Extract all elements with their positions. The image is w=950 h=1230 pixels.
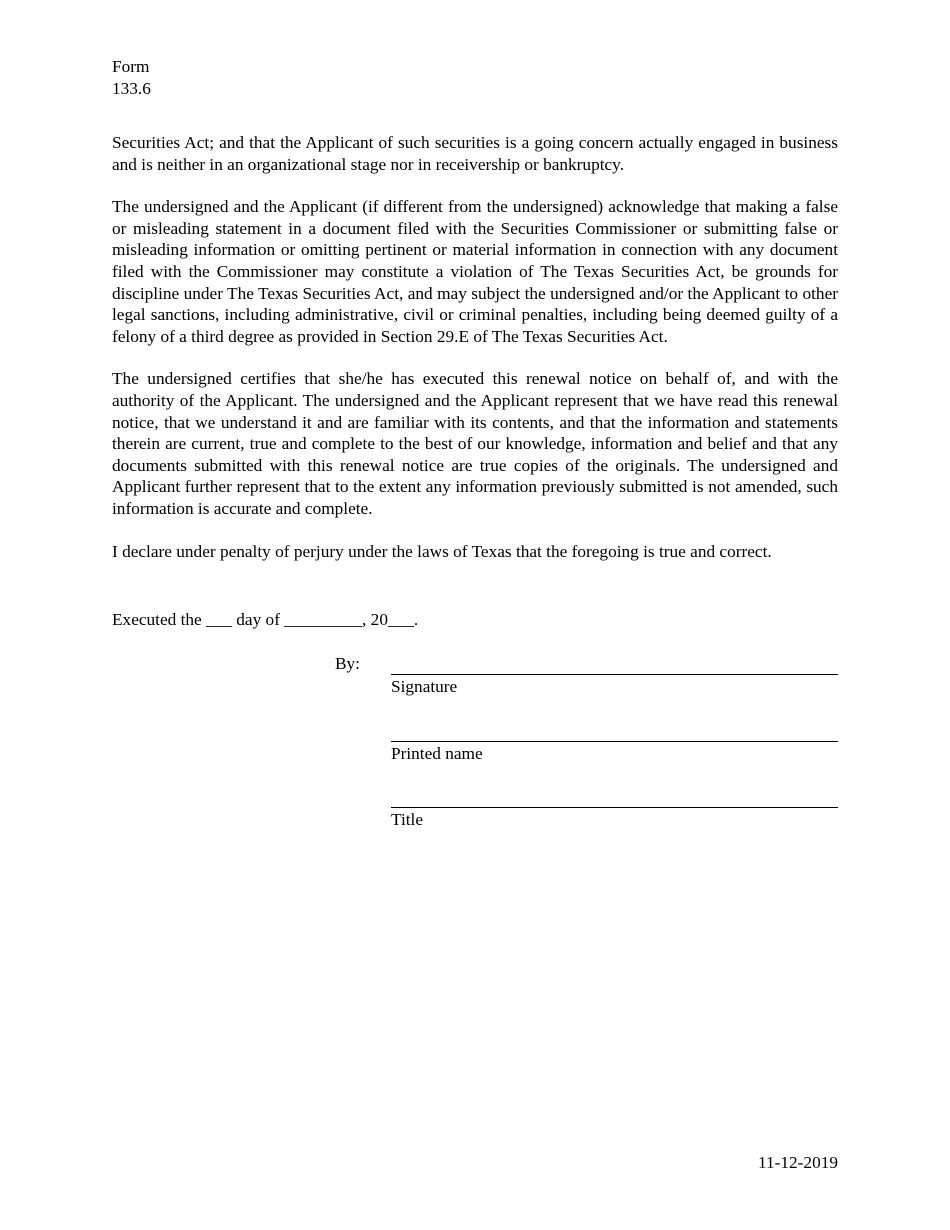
form-number: 133.6	[112, 79, 151, 98]
paragraph-continuation: Securities Act; and that the Applicant of such securities is a going concern actually engaged in business and is neither in an organizational stage nor in receivership or bankruptcy.	[112, 133, 838, 174]
executed-date-line: Executed the ___ day of _________, 20___.	[112, 610, 419, 629]
paragraph-certification: The undersigned certifies that she/he has executed this renewal notice on behalf of, and with the authority of the Applicant. The undersigned and the Applicant represent that we have read this renewal notice, that we understand it and are familiar with its contents, and that the information and statements therein are current, true and complete to the best of our knowledge, information and belief and that any documents submitted with this renewal notice are true copies of the originals. The undersigned and Applicant further represent that to the extent any information previously submitted is not amended, such information is accurate and complete.	[112, 369, 838, 518]
printed-name-caption: Printed name	[391, 744, 483, 763]
form-word: Form	[112, 57, 150, 76]
signature-caption: Signature	[391, 677, 458, 696]
paragraph-perjury-declaration: I declare under penalty of perjury under the laws of Texas that the foregoing is true and correct.	[112, 541, 772, 561]
revision-date: 11-12-2019	[758, 1153, 838, 1172]
title-line	[391, 807, 838, 808]
paragraph-acknowledgement: The undersigned and the Applicant (if different from the undersigned) acknowledge that making a false or misleading statement in a document filed with the Securities Commissioner or submitting false or misleading information or omitting pertinent or material information in connection with any document filed with the Commissioner may constitute a violation of The Texas Securities Act, be grounds for discipline under The Texas Securities Act, and may subject the undersigned and/or the Applicant to other legal sanctions, including administrative, civil or criminal penalties, including being deemed guilty of a felony of a third degree as provided in Section 29.E of The Texas Securities Act.	[112, 197, 838, 346]
document-body	[112, 132, 838, 583]
signature-line	[391, 674, 838, 675]
by-label: By:	[335, 654, 360, 673]
printed-name-line	[391, 741, 838, 742]
form-number-label	[112, 56, 151, 100]
title-caption: Title	[391, 810, 424, 829]
